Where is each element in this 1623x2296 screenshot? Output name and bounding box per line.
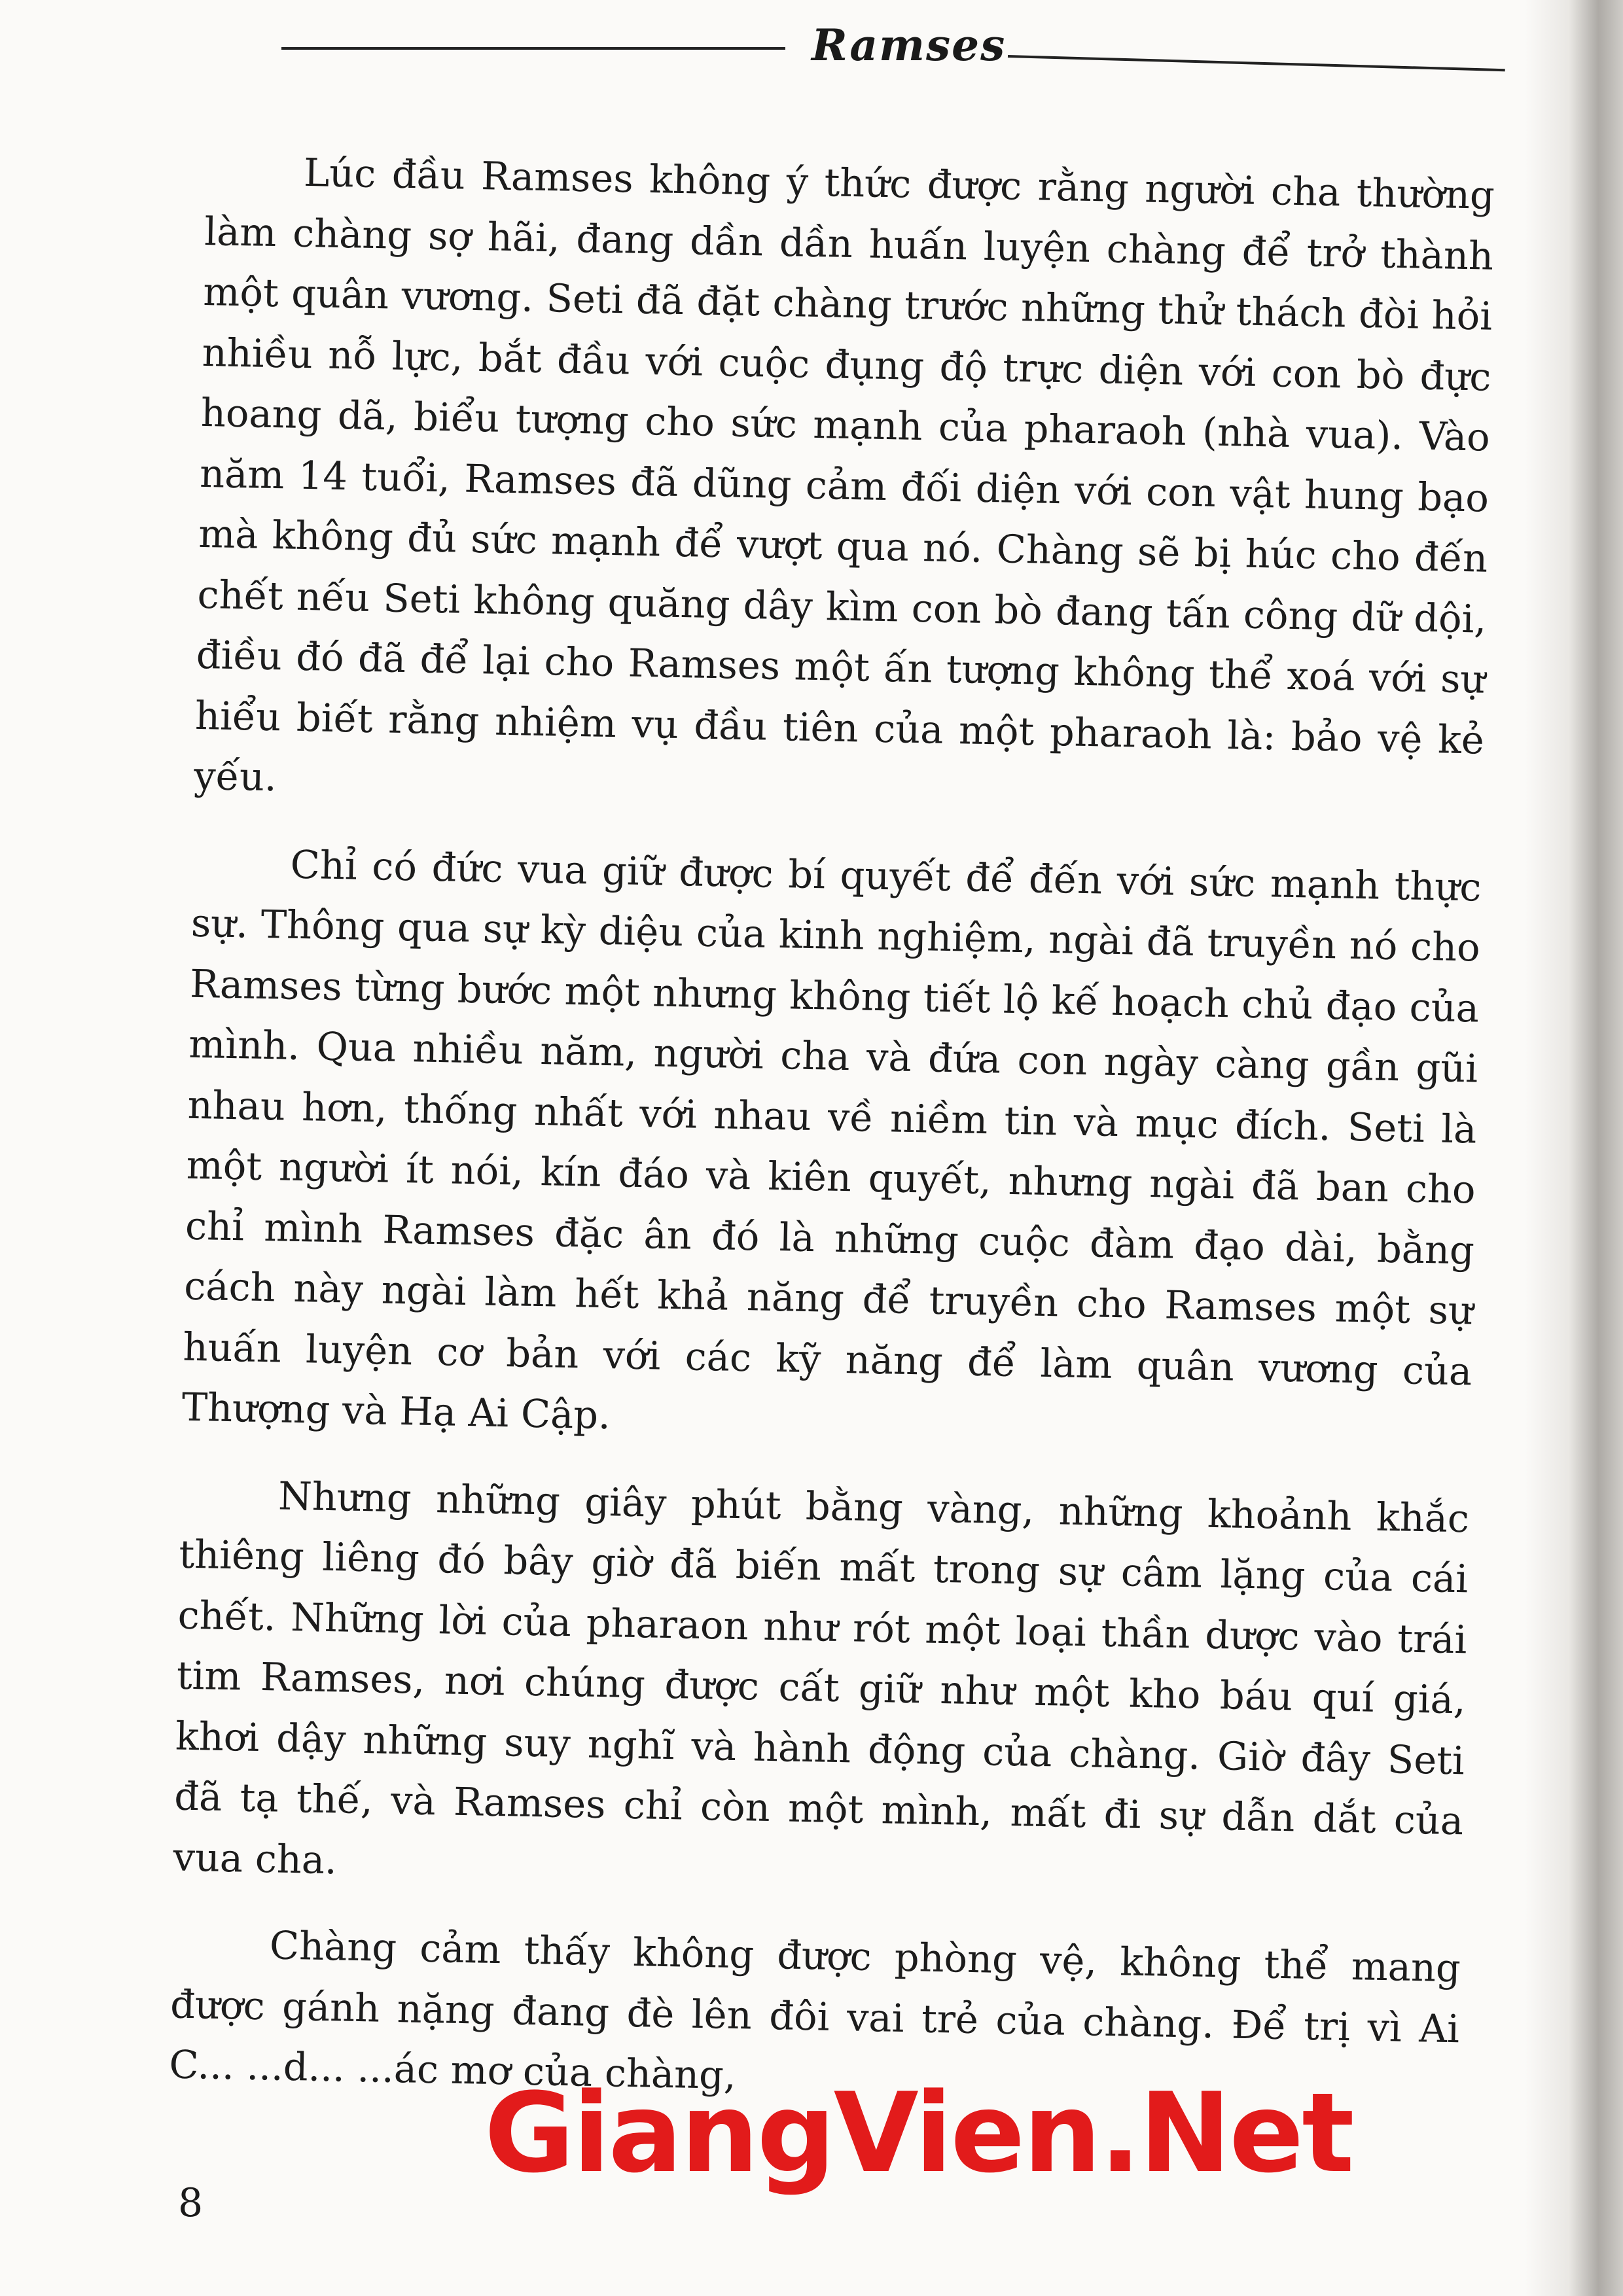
header-rule-left	[281, 47, 785, 50]
body-text	[168, 141, 1495, 2146]
paragraph-2: Chỉ có đức vua giữ được bí quyết để đến với sức mạnh thực sự. Thông qua sự kỳ diệu của kinh nghiệm, ngài đã truyền nó cho Ramses từng bước một nhưng không tiết lộ kế hoạch chủ đạo của mình. Qua nhiều năm, người cha và đứa con ngày càng gần gũi nhau hơn, thống nhất với nhau về niềm tin và mục đích. Seti là một người ít nói, kín đáo và kiên quyết, nhưng ngài đã ban cho chỉ mình Ramses đặc ân đó là những cuộc đàm đạo dài, bằng cách này ngài làm hết khả năng để truyền cho Ramses một sự huấn luyện cơ bản với các kỹ năng để làm quân vương của Thượng và Hạ Ai Cập.	[181, 841, 1482, 1438]
watermark-logo: GiangVien.Net	[484, 2069, 1353, 2197]
running-title: Ramses	[812, 20, 1007, 71]
binding-shadow	[1525, 0, 1623, 2296]
paragraph-4: Chàng cảm thấy không được phòng vệ, không thể mang được gánh nặng đang đè lên đôi vai trẻ của chàng. Để trị vì Ai C... ...d... ...ác mơ của chàng,	[168, 1922, 1461, 2098]
header-rule-right	[1008, 55, 1505, 71]
page-number: 8	[178, 2180, 204, 2226]
paragraph-3: Nhưng những giây phút bằng vàng, những khoảnh khắc thiêng liêng đó bây giờ đã biến mất trong sự câm lặng của cái chết. Những lời của pharaon như rót một loại thần dược vào trái tim Ramses, nơi chúng được cất giữ như một kho báu quí giá, khơi dậy những suy nghĩ và hành động của chàng. Giờ đây Seti đã tạ thế, và Ramses chỉ còn một mình, mất đi sự dẫn dắt của vua cha.	[172, 1473, 1470, 1882]
page-header	[281, 20, 1512, 92]
paragraph-1: Lúc đầu Ramses không ý thức được rằng người cha thường làm chàng sợ hãi, đang dần dần huấn luyện chàng để trở thành một quân vương. Seti đã đặt chàng trước những thử thách đòi hỏi nhiều nỗ lực, bắt đầu với cuộc đụng độ trực diện với con bò đực hoang dã, biểu tượng cho sức mạnh của pharaoh (nhà vua). Vào năm 14 tuổi, Ramses đã dũng cảm đối diện với con vật hung bạo mà không đủ sức mạnh để vượt qua nó. Chàng sẽ bị húc cho đến chết nếu Seti không quăng dây kìm con bò đang tấn công dữ dội, điều đó đã để lại cho Ramses một ấn tượng không thể xoá với sự hiểu biết rằng nhiệm vụ đầu tiên của một pharaoh là: bảo vệ kẻ yếu.	[193, 149, 1495, 800]
